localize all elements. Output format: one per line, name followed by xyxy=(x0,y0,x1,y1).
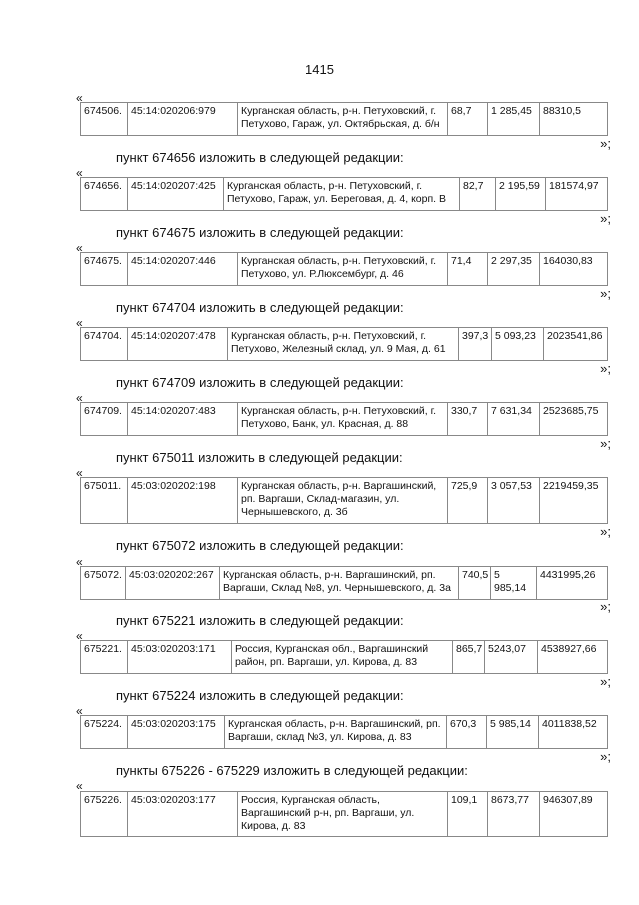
cadastral-number: 45:03:020203:177 xyxy=(128,792,238,837)
area: 670,3 xyxy=(447,716,487,749)
opening-quote: « xyxy=(76,466,83,480)
address: Курганская область, р-н. Петуховский, г. Петухово, Банк, ул. Красная, д. 88 xyxy=(238,403,448,436)
price: 1 285,45 xyxy=(488,103,540,136)
amendment-instruction: пункт 675224 изложить в следующей редакции: xyxy=(116,688,404,703)
row-number: 675226. xyxy=(81,792,128,837)
property-row xyxy=(80,791,608,837)
amendment-instruction: пункт 674675 изложить в следующей редакции: xyxy=(116,225,404,240)
value: 4431995,26 xyxy=(537,567,608,600)
price: 3 057,53 xyxy=(488,478,540,524)
opening-quote: « xyxy=(76,316,83,330)
row-number: 675072. xyxy=(81,567,126,600)
property-row xyxy=(80,327,608,361)
value: 164030,83 xyxy=(540,253,608,286)
row-number: 675011. xyxy=(81,478,128,524)
cadastral-number: 45:03:020202:198 xyxy=(128,478,238,524)
amendment-instruction: пункт 674656 изложить в следующей редакции: xyxy=(116,150,404,165)
closing-quote: »; xyxy=(600,286,611,301)
opening-quote: « xyxy=(76,779,83,793)
row-number: 674704. xyxy=(81,328,128,361)
row-number: 675221. xyxy=(81,641,128,674)
address: Курганская область, р-н. Петуховский, г. Петухово, Железный склад, ул. 9 Мая, д. 61 xyxy=(228,328,459,361)
cadastral-number: 45:03:020202:267 xyxy=(126,567,220,600)
value: 946307,89 xyxy=(540,792,608,837)
closing-quote: »; xyxy=(600,674,611,689)
value: 4538927,66 xyxy=(538,641,608,674)
opening-quote: « xyxy=(76,704,83,718)
property-row xyxy=(80,715,608,749)
price: 5243,07 xyxy=(485,641,538,674)
opening-quote: « xyxy=(76,91,83,105)
property-row xyxy=(80,640,608,674)
cadastral-number: 45:14:020207:446 xyxy=(128,253,238,286)
closing-quote: »; xyxy=(600,361,611,376)
area: 82,7 xyxy=(460,178,496,211)
area: 740,5 xyxy=(459,567,491,600)
row-number: 674506. xyxy=(81,103,128,136)
opening-quote: « xyxy=(76,555,83,569)
opening-quote: « xyxy=(76,391,83,405)
price: 5 093,23 xyxy=(492,328,544,361)
area: 71,4 xyxy=(448,253,488,286)
address: Россия, Курганская обл., Варгашинский район, рп. Варгаши, ул. Кирова, д. 83 xyxy=(232,641,453,674)
cadastral-number: 45:14:020206:979 xyxy=(128,103,238,136)
address: Курганская область, р-н. Петуховский, г. Петухово, ул. Р.Люксембург, д. 46 xyxy=(238,253,448,286)
property-row xyxy=(80,566,608,600)
property-row xyxy=(80,402,608,436)
value: 2023541,86 xyxy=(544,328,608,361)
price: 5 985,14 xyxy=(491,567,537,600)
area: 397,3 xyxy=(459,328,492,361)
price: 8673,77 xyxy=(488,792,540,837)
area: 68,7 xyxy=(448,103,488,136)
page-number: 1415 xyxy=(305,62,334,77)
amendment-instruction: пункт 674709 изложить в следующей редакции: xyxy=(116,375,404,390)
closing-quote: »; xyxy=(600,599,611,614)
opening-quote: « xyxy=(76,166,83,180)
value: 181574,97 xyxy=(546,178,608,211)
cadastral-number: 45:14:020207:478 xyxy=(128,328,228,361)
closing-quote: »; xyxy=(600,136,611,151)
amendment-instruction: пункт 675011 изложить в следующей редакции: xyxy=(116,450,403,465)
area: 330,7 xyxy=(448,403,488,436)
closing-quote: »; xyxy=(600,749,611,764)
closing-quote: »; xyxy=(600,211,611,226)
address: Курганская область, р-н. Варгашинский, рп. Варгаши, склад №3, ул. Кирова, д. 83 xyxy=(225,716,447,749)
cadastral-number: 45:14:020207:483 xyxy=(128,403,238,436)
opening-quote: « xyxy=(76,629,83,643)
area: 725,9 xyxy=(448,478,488,524)
row-number: 675224. xyxy=(81,716,128,749)
value: 2523685,75 xyxy=(540,403,608,436)
value: 88310,5 xyxy=(540,103,608,136)
address: Курганская область, р-н. Петуховский, г. Петухово, Гараж, ул. Береговая, д. 4, корп. В xyxy=(224,178,460,211)
amendment-instruction: пункт 675221 изложить в следующей редакции: xyxy=(116,613,404,628)
price: 2 297,35 xyxy=(488,253,540,286)
area: 109,1 xyxy=(448,792,488,837)
price: 5 985,14 xyxy=(487,716,539,749)
amendment-instruction: пункт 675072 изложить в следующей редакции: xyxy=(116,538,404,553)
property-row xyxy=(80,102,608,136)
address: Курганская область, р-н. Варгашинский, рп. Варгаши, Склад-магазин, ул. Чернышевского, д. 3б xyxy=(238,478,448,524)
address: Курганская область, р-н. Петуховский, г. Петухово, Гараж, ул. Октябрьская, д. б/н xyxy=(238,103,448,136)
row-number: 674656. xyxy=(81,178,128,211)
cadastral-number: 45:03:020203:175 xyxy=(128,716,225,749)
property-row xyxy=(80,252,608,286)
area: 865,7 xyxy=(453,641,485,674)
row-number: 674709. xyxy=(81,403,128,436)
price: 7 631,34 xyxy=(488,403,540,436)
price: 2 195,59 xyxy=(496,178,546,211)
closing-quote: »; xyxy=(600,524,611,539)
address: Россия, Курганская область, Варгашинский р-н, рп. Варгаши, ул. Кирова, д. 83 xyxy=(238,792,448,837)
closing-quote: »; xyxy=(600,436,611,451)
address: Курганская область, р-н. Варгашинский, рп. Варгаши, Склад №8, ул. Чернышевского, д. 3а xyxy=(220,567,459,600)
row-number: 674675. xyxy=(81,253,128,286)
property-row xyxy=(80,477,608,524)
cadastral-number: 45:14:020207:425 xyxy=(128,178,224,211)
amendment-instruction: пункты 675226 - 675229 изложить в следующей редакции: xyxy=(116,763,468,778)
property-row xyxy=(80,177,608,211)
value: 4011838,52 xyxy=(539,716,608,749)
amendment-instruction: пункт 674704 изложить в следующей редакции: xyxy=(116,300,404,315)
opening-quote: « xyxy=(76,241,83,255)
cadastral-number: 45:03:020203:171 xyxy=(128,641,232,674)
value: 2219459,35 xyxy=(540,478,608,524)
